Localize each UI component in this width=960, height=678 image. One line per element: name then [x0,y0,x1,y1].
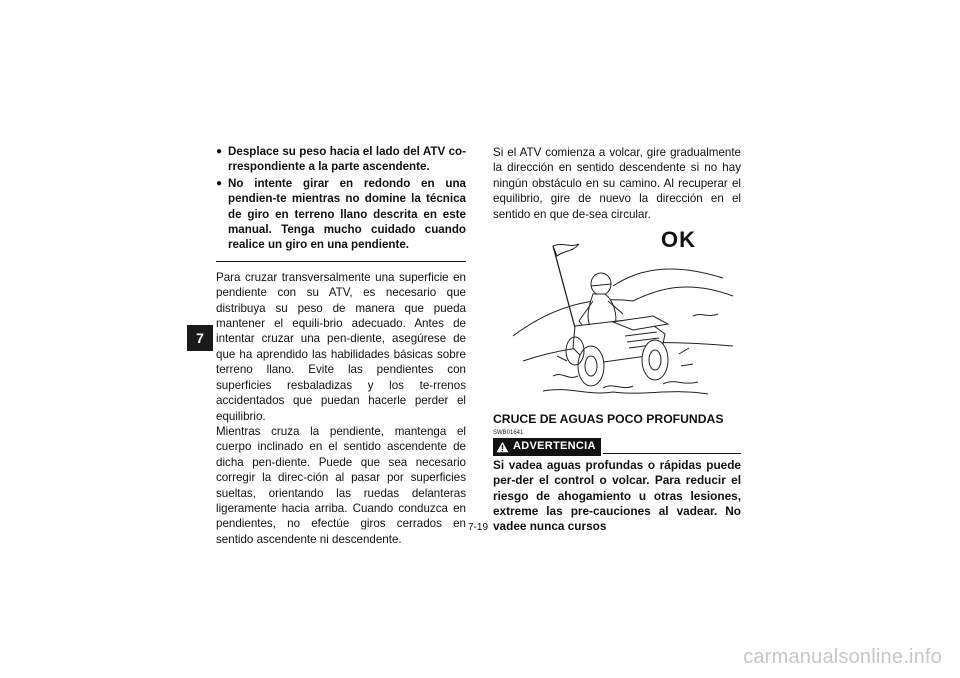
bullet-text: No intente girar en redondo en una pendien-te mientras no domine la técnica de giro en terreno llano descrita en este manual. Tenga mucho cuidado cuando realice un giro en una pendiente. [228,176,466,252]
watermark: carmanualsonline.info [743,646,942,668]
right-column [493,145,741,535]
left-column [216,144,466,547]
bullet-item [216,144,466,175]
warning-text: Si vadea aguas profundas o rápidas puede per-der el control o volcar. Para reducir el riesgo de ahogamiento u otras lesiones, extreme las pre-cauciones al vadear. No vadee nunca cursos [493,457,741,534]
ok-label: OK [661,227,696,253]
atv-crossing-illustration [493,226,741,406]
warning-header [493,438,741,455]
warning-end-rule [216,261,466,262]
warning-triangle-icon [496,441,509,453]
warning-rule [603,453,741,454]
bullet-dot-icon: ● [216,177,223,189]
section-title: CRUCE DE AGUAS POCO PROFUNDAS [493,412,724,427]
page-number: 7-19 [468,522,489,533]
warning-badge-label: ADVERTENCIA [513,440,596,453]
warning-badge [493,438,601,455]
warning-code: SWB01641 [493,430,524,437]
paragraph: Mientras cruza la pendiente, mantenga el cuerpo inclinado en el sentido ascendente de dicha pen-diente. Puede que sea necesario corregir la direc-ción al pasar por superficies sueltas, orientando las ruedas delanteras ligeramente hacia arriba. Cuando conduzca en pendientes, no efectúe giros cerrados en sentido ascendente ni descendente. [216,424,466,546]
chapter-tab: 7 [187,325,213,351]
atv-rider-icon [493,226,741,406]
paragraph: Si el ATV comienza a volcar, gire gradualmente la dirección en sentido descendente si no hay ningún obstáculo en su camino. Al recuperar el equilibrio, gire de nuevo la dirección en el sentido en que de-sea circular. [493,146,741,221]
bullet-dot-icon: ● [216,146,223,157]
paragraph: Para cruzar transversalmente una superficie en pendiente con su ATV, es necesario que distribuya su peso de manera que pueda mantener el equili-brio adecuado. Antes de intentar cruzar una pen-diente, asegúrese de que ha aprendido las habilidades básicas sobre terreno llano. Evite las pendientes con superficies resbaladizas y los te-rrenos accidentados que puedan hacerle perder el equilibrio. [216,270,466,423]
bullet-text: Desplace su peso hacia el lado del ATV co-rrespondiente a la parte ascendente. [228,145,466,174]
bullet-item [216,176,466,253]
